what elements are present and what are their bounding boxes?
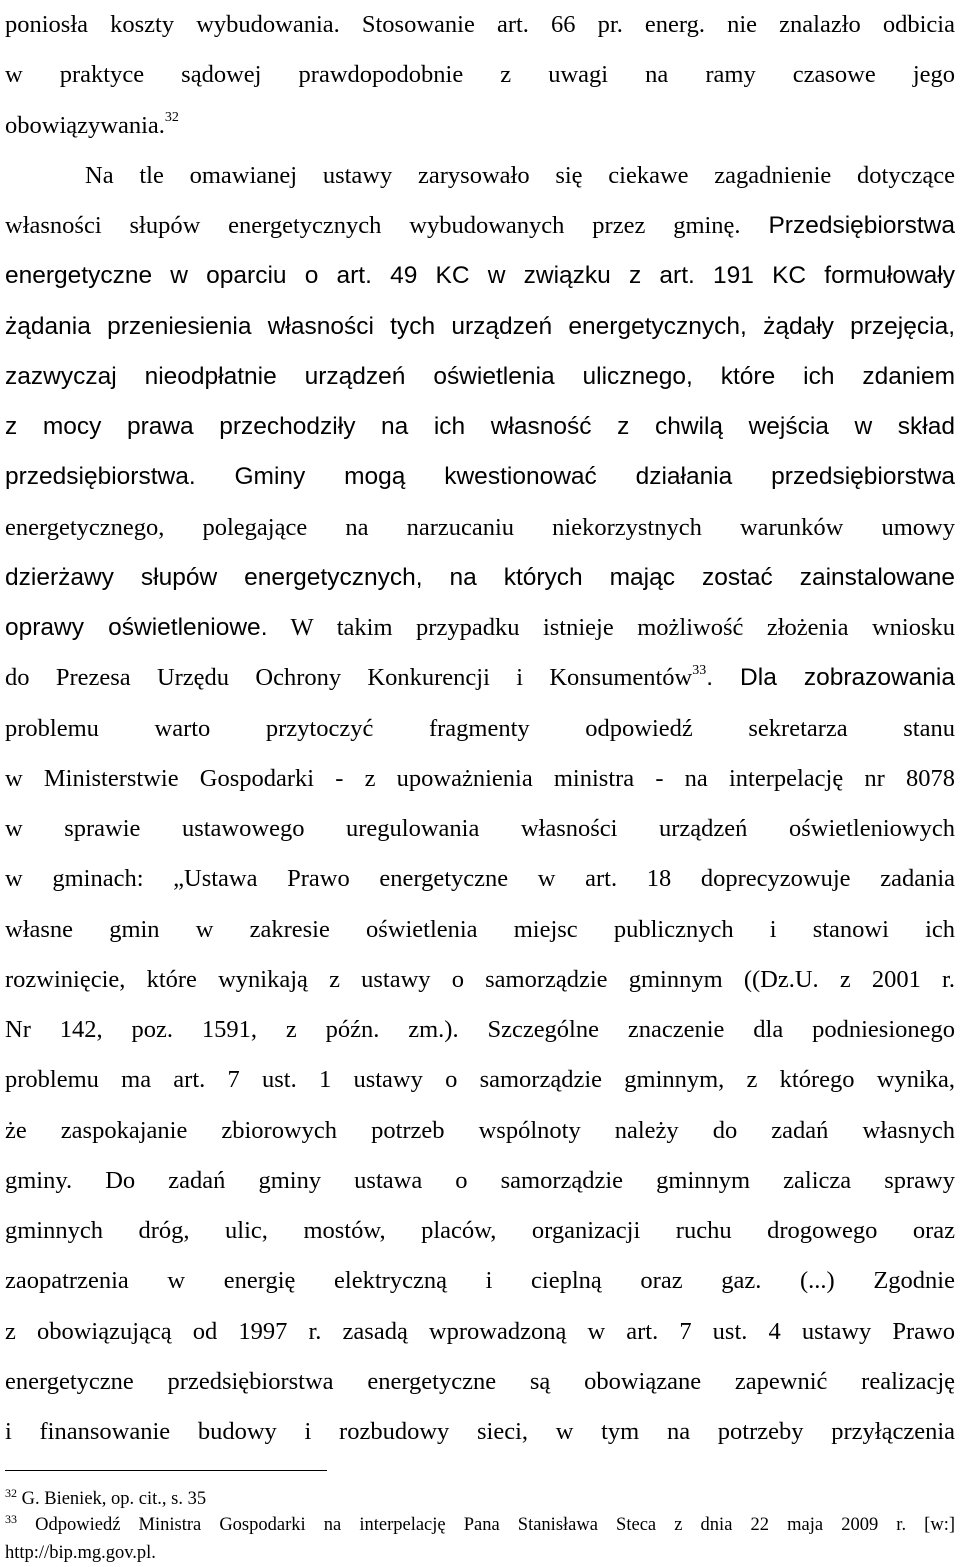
footnote-link: http://bip.mg.gov.pl.	[5, 1543, 156, 1563]
text-line	[5, 1055, 955, 1105]
text-line	[5, 1407, 955, 1457]
text-line	[5, 302, 955, 352]
text-line	[5, 955, 955, 1005]
text-segment: zaopatrzenia w energię elektryczną i cieplną oraz gaz. (...) Zgodnie	[5, 1267, 955, 1295]
text-line	[5, 251, 955, 301]
text-segment: i finansowanie budowy i rozbudowy sieci, w tym na potrzeby przyłączenia	[5, 1418, 955, 1445]
text-segment: Nr 142, poz. 1591, z późn. zm.). Szczególne znaczenie dla podniesionego	[5, 1016, 955, 1043]
text-line	[5, 452, 955, 502]
text-segment: w sprawie ustawowego uregulowania własności urządzeń oświetleniowych	[5, 815, 955, 842]
text-segment: . Dla zobrazowania	[706, 664, 955, 692]
text-segment: problemu ma art. 7 ust. 1 ustawy o samorządzie gminnym, z którego wynika,	[5, 1066, 955, 1094]
footnote-number: 33	[5, 1511, 17, 1526]
text-line	[5, 653, 955, 703]
text-line	[5, 101, 955, 151]
text-line	[5, 201, 955, 251]
text-line	[5, 1307, 955, 1357]
text-line	[5, 1206, 955, 1256]
text-segment: z mocy prawa przechodziły na ich własność z chwilą wejścia w skład	[5, 413, 955, 440]
text-segment: energetyczne w oparciu o art. 49 KC w związku z art. 191 KC formułowały	[5, 262, 955, 290]
text-line	[5, 1357, 955, 1407]
text-segment: że zaspokajanie zbiorowych potrzeb wspólnoty należy do zadań własnych	[5, 1116, 955, 1144]
text-line	[5, 854, 955, 904]
text-segment: rozwinięcie, które wynikają z ustawy o samorządzie gminnym ((Dz.U. z 2001 r.	[5, 965, 955, 993]
text-line	[5, 704, 955, 754]
text-line	[5, 754, 955, 804]
footnote-text: Odpowiedź Ministra Gospodarki na interpelację Pana Stanisława Steca z dnia 22 maja 2009 r. [w:]	[35, 1515, 956, 1535]
text-segment: własności słupów energetycznych wybudowanych przez gminę.	[5, 212, 769, 239]
text-line	[5, 1106, 955, 1156]
text-segment: żądania przeniesienia własności tych urządzeń energetycznych, żądały przejęcia,	[5, 312, 955, 340]
text-segment: Na tle omawianej ustawy zarysowało się ciekawe zagadnienie dotyczące	[85, 161, 955, 189]
text-segment: dzierżawy słupów energetycznych, na których mając zostać zainstalowane	[5, 563, 955, 591]
text-line	[5, 603, 955, 653]
text-segment: przedsiębiorstwa.	[5, 463, 196, 491]
footnote-number: 32	[5, 1485, 17, 1500]
text-segment: W takim przypadku istnieje możliwość złożenia wniosku	[267, 614, 955, 641]
text-line	[5, 1005, 955, 1055]
text-line	[5, 1156, 955, 1206]
text-line	[85, 151, 955, 201]
text-segment: oprawy oświetleniowe.	[5, 614, 268, 641]
text-line	[5, 905, 955, 955]
text-line	[5, 0, 955, 50]
text-segment: Gminy mogą kwestionować działania przedsiębiorstwa	[195, 463, 955, 491]
text-segment: poniosła koszty wybudowania. Stosowanie art. 66 pr. energ. nie znalazło odbicia	[5, 11, 955, 38]
text-segment: w Ministerstwie Gospodarki - z upoważnienia ministra - na interpelację nr 8078	[5, 764, 955, 792]
text-line	[5, 503, 955, 553]
footnote-text: G. Bieniek, op. cit., s. 35	[21, 1489, 207, 1509]
text-line	[5, 352, 955, 402]
footnote-33	[5, 1513, 955, 1537]
footnote-32	[5, 1487, 955, 1511]
footnote-33-continuation	[5, 1541, 955, 1565]
text-segment: z obowiązującą od 1997 r. zasadą wprowadzoną w art. 7 ust. 4 ustawy Prawo	[5, 1317, 955, 1345]
text-segment: zazwyczaj nieodpłatnie urządzeń oświetlenia ulicznego, które ich zdaniem	[5, 362, 955, 390]
text-line	[5, 1256, 955, 1306]
text-segment: gminy. Do zadań gminy ustawa o samorządzie gminnym zalicza sprawy	[5, 1166, 955, 1194]
footnote-separator	[5, 1470, 327, 1471]
text-segment: do Prezesa Urzędu Ochrony Konkurencji i Konsumentów	[5, 664, 693, 692]
text-segment: w gminach: „Ustawa Prawo energetyczne w art. 18 doprecyzowuje zadania	[5, 865, 955, 893]
text-line	[5, 553, 955, 603]
text-segment: energetyczne przedsiębiorstwa energetyczne są obowiązane zapewnić realizację	[5, 1367, 955, 1395]
footnote-reference[interactable]: 32	[164, 110, 179, 126]
text-segment: problemu warto przytoczyć fragmenty odpowiedź sekretarza stanu	[5, 714, 955, 742]
text-segment: energetycznego, polegające na narzucaniu niekorzystnych warunków umowy	[5, 513, 955, 541]
footnote-reference[interactable]: 33	[692, 663, 707, 679]
text-segment: własne gmin w zakresie oświetlenia miejsc publicznych i stanowi ich	[5, 915, 955, 943]
text-line	[5, 804, 955, 854]
text-segment: gminnych dróg, ulic, mostów, placów, organizacji ruchu drogowego oraz	[5, 1217, 955, 1244]
text-segment: Przedsiębiorstwa	[768, 212, 955, 239]
text-segment: w praktyce sądowej prawdopodobnie z uwagi na ramy czasowe jego	[5, 61, 955, 89]
text-line	[5, 402, 955, 452]
text-line	[5, 50, 955, 100]
text-segment: obowiązywania.	[5, 111, 165, 139]
